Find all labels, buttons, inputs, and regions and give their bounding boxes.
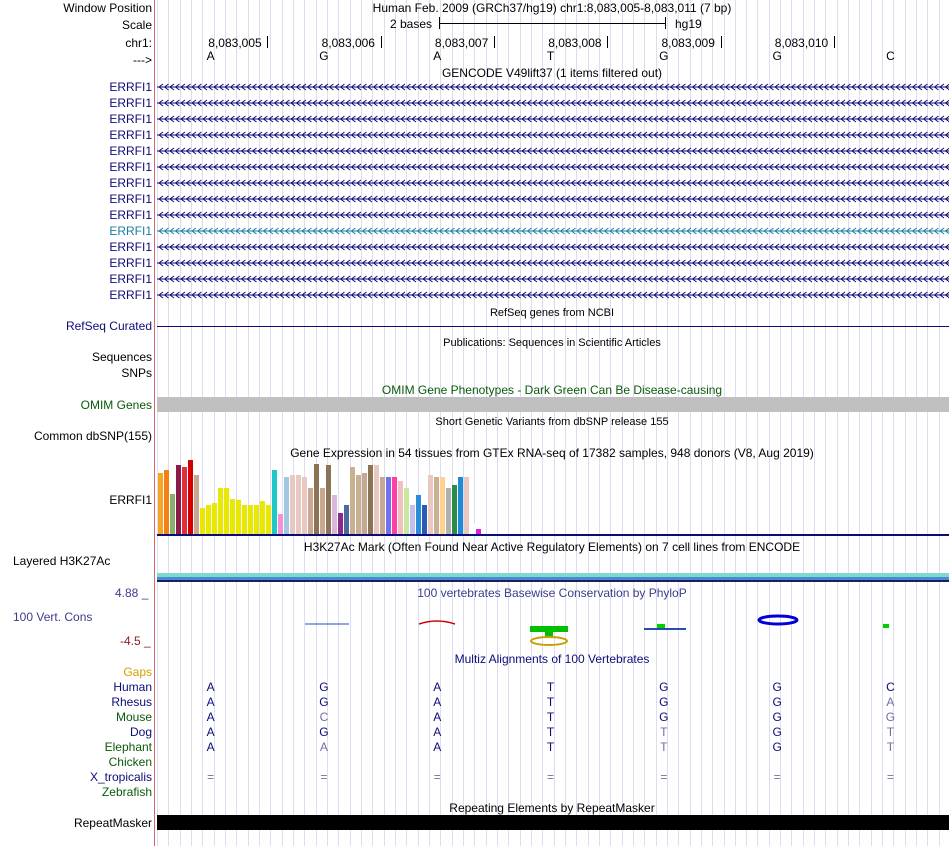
- aligned-base: A: [433, 695, 442, 709]
- species-label[interactable]: X_tropicalis: [89, 770, 152, 784]
- gtex-tissue-bar[interactable]: [176, 465, 181, 534]
- phylop-title: 100 vertebrates Basewise Conservation by PhyloP: [417, 586, 687, 600]
- gencode-transcript[interactable]: [157, 99, 949, 107]
- multiz-title: Multiz Alignments of 100 Vertebrates: [454, 652, 650, 666]
- reference-base: A: [206, 49, 215, 63]
- grid-line: [418, 0, 419, 846]
- grid-line: [757, 0, 758, 846]
- grid-line: [157, 0, 158, 846]
- grid-line: [248, 0, 249, 846]
- aligned-base: C: [886, 680, 895, 694]
- grid-line: [701, 0, 702, 846]
- grid-line: [236, 0, 237, 846]
- coordinate-label: 8,083,008: [548, 36, 602, 50]
- grid-line: [927, 0, 928, 846]
- species-label[interactable]: Rhesus: [111, 695, 152, 709]
- gencode-transcript-label[interactable]: ERRFI1: [109, 80, 152, 94]
- grid-line: [259, 0, 260, 846]
- strand-label[interactable]: --->: [133, 53, 152, 67]
- aligned-base: G: [319, 725, 329, 739]
- phylop-logo[interactable]: [157, 600, 950, 646]
- gencode-transcript[interactable]: [157, 131, 949, 139]
- aligned-base: T: [886, 740, 895, 754]
- gtex-tissue-bar[interactable]: [458, 477, 463, 534]
- gtex-tissue-bar[interactable]: [416, 495, 421, 534]
- repeat-title: Repeating Elements by RepeatMasker: [449, 801, 655, 815]
- gtex-tissue-bar[interactable]: [200, 508, 205, 534]
- grid-line: [304, 0, 305, 846]
- gtex-tissue-bar[interactable]: [254, 505, 259, 534]
- scale-text: 2 bases: [390, 17, 433, 31]
- gtex-tissue-bar[interactable]: [332, 495, 337, 534]
- gtex-tissue-bar[interactable]: [338, 513, 343, 534]
- coordinate-label: 8,083,007: [434, 36, 489, 50]
- species-label[interactable]: Human: [113, 680, 152, 694]
- omim-bar[interactable]: [157, 397, 949, 412]
- gencode-transcript-label[interactable]: ERRFI1: [109, 128, 152, 142]
- grid-line: [225, 0, 226, 846]
- scale-label: Scale: [121, 18, 152, 32]
- species-label[interactable]: Zebrafish: [101, 785, 152, 799]
- species-label[interactable]: Chicken: [108, 755, 152, 769]
- aligned-base: A: [206, 725, 215, 739]
- gtex-tissue-bar[interactable]: [218, 488, 223, 534]
- gtex-tissue-bar[interactable]: [446, 488, 451, 534]
- aligned-base: T: [660, 725, 668, 739]
- aligned-base: T: [546, 680, 555, 694]
- aligned-base: =: [660, 770, 668, 784]
- gtex-tissue-bar[interactable]: [350, 467, 355, 534]
- reference-base: A: [433, 49, 442, 63]
- grid-line: [338, 0, 339, 846]
- coordinate-label: 8,083,005: [208, 36, 262, 50]
- assembly-position-text[interactable]: Human Feb. 2009 (GRCh37/hg19) chr1:8,083,005-8,083,011 (7 bp): [372, 1, 732, 15]
- aligned-base: =: [886, 770, 894, 784]
- coordinate-label: 8,083,010: [774, 36, 829, 50]
- gencode-transcript[interactable]: [157, 211, 949, 219]
- gencode-transcript-label[interactable]: ERRFI1: [109, 192, 152, 206]
- gtex-tissue-bar[interactable]: [386, 477, 391, 534]
- gtex-tissue-bar[interactable]: [464, 477, 469, 534]
- gtex-tissue-bar[interactable]: [260, 501, 265, 534]
- gencode-transcript-label[interactable]: ERRFI1: [109, 208, 152, 222]
- gtex-tissue-bar[interactable]: [158, 473, 163, 534]
- refseq-label[interactable]: RefSeq Curated: [65, 319, 152, 333]
- gencode-transcript[interactable]: [157, 163, 949, 171]
- dbsnp-title: Short Genetic Variants from dbSNP release 155: [435, 416, 669, 428]
- reference-base: G: [772, 49, 782, 63]
- gencode-transcript[interactable]: [157, 115, 949, 123]
- dbsnp-label[interactable]: Common dbSNP(155): [33, 429, 152, 443]
- gencode-transcript[interactable]: [157, 259, 949, 267]
- grid-line: [350, 0, 351, 846]
- aligned-base: A: [433, 725, 442, 739]
- gtex-tissue-bar[interactable]: [164, 470, 169, 534]
- gtex-tissue-bar[interactable]: [206, 505, 211, 534]
- gtex-tissue-bar[interactable]: [368, 465, 373, 534]
- species-label[interactable]: Mouse: [115, 710, 152, 724]
- phylop-min: -4.5 _: [120, 634, 151, 648]
- pubs-title: Publications: Sequences in Scientific Articles: [443, 337, 661, 349]
- h3k27ac-label[interactable]: Layered H3K27Ac: [13, 554, 111, 568]
- grid-line: [871, 0, 872, 846]
- gtex-tissue-bar[interactable]: [230, 499, 235, 534]
- gtex-tissue-bar[interactable]: [428, 475, 433, 534]
- gencode-title: GENCODE V49lift37 (1 items filtered out): [441, 66, 663, 80]
- aligned-base: T: [546, 740, 555, 754]
- grid-line: [690, 0, 691, 846]
- aligned-base: T: [546, 695, 555, 709]
- refseq-title: RefSeq genes from NCBI: [489, 307, 615, 319]
- gencode-transcript-label[interactable]: ERRFI1: [109, 288, 152, 302]
- aligned-base: G: [772, 740, 782, 754]
- gtex-tissue-bar[interactable]: [434, 477, 439, 534]
- gtex-tissue-bar[interactable]: [188, 460, 193, 534]
- grid-line: [168, 0, 169, 846]
- gtex-tissue-bar[interactable]: [452, 485, 457, 534]
- scale-bar-left-cap: [439, 17, 440, 29]
- h3k27ac-title: H3K27Ac Mark (Often Found Near Active Regulatory Elements) on 7 cell lines from ENCODE: [303, 540, 801, 554]
- grid-line: [293, 0, 294, 846]
- gtex-tissue-bar[interactable]: [380, 477, 385, 534]
- grid-line: [724, 0, 725, 846]
- gtex-barchart[interactable]: [157, 460, 537, 534]
- gencode-transcript[interactable]: [157, 275, 949, 283]
- grid-line: [282, 0, 283, 846]
- refseq-gene-line[interactable]: [157, 326, 949, 327]
- aligned-base: T: [886, 725, 895, 739]
- grid-line: [180, 0, 181, 846]
- gencode-transcript[interactable]: [157, 147, 949, 155]
- species-label[interactable]: Dog: [129, 725, 152, 739]
- scale-bar: [439, 23, 666, 24]
- repeat-label[interactable]: RepeatMasker: [73, 816, 152, 830]
- grid-line: [905, 0, 906, 846]
- gtex-tissue-bar[interactable]: [248, 505, 253, 534]
- aligned-base: =: [773, 770, 781, 784]
- grid-line: [939, 0, 940, 846]
- gtex-tissue-bar[interactable]: [272, 470, 277, 534]
- gtex-tissue-bar[interactable]: [242, 505, 247, 534]
- grid-line: [678, 0, 679, 846]
- reference-base: T: [546, 49, 555, 63]
- gtex-tissue-bar[interactable]: [224, 488, 229, 534]
- gtex-tissue-bar[interactable]: [278, 514, 283, 534]
- reference-base: G: [659, 49, 669, 63]
- grid-line: [859, 0, 860, 846]
- coordinate-label: 8,083,009: [661, 36, 715, 50]
- grid-line: [848, 0, 849, 846]
- gtex-tissue-bar[interactable]: [404, 488, 409, 534]
- gencode-transcript[interactable]: [157, 291, 949, 299]
- coordinate-tick: [834, 36, 835, 48]
- omim-title: OMIM Gene Phenotypes - Dark Green Can Be Disease-causing: [381, 383, 723, 397]
- aligned-base: A: [206, 740, 215, 754]
- gencode-transcript-label[interactable]: ERRFI1: [109, 112, 152, 126]
- aligned-base: A: [206, 680, 215, 694]
- gtex-tissue-bar[interactable]: [374, 465, 379, 534]
- grid-line: [746, 0, 747, 846]
- gaps-label[interactable]: Gaps: [123, 665, 152, 679]
- grid-line: [837, 0, 838, 846]
- label-divider: [154, 0, 155, 846]
- aligned-base: A: [433, 710, 442, 724]
- grid-line: [384, 0, 385, 846]
- gtex-tissue-bar[interactable]: [320, 488, 325, 534]
- aligned-base: A: [206, 710, 215, 724]
- aligned-base: G: [772, 695, 782, 709]
- phylop-max: 4.88 _: [115, 586, 149, 600]
- gencode-transcript-label[interactable]: ERRFI1: [109, 96, 152, 110]
- gtex-label[interactable]: ERRFI1: [109, 493, 152, 507]
- gencode-transcript-label[interactable]: ERRFI1: [109, 224, 152, 238]
- gtex-baseline: [157, 534, 949, 536]
- grid-line: [735, 0, 736, 846]
- gtex-tissue-bar[interactable]: [266, 505, 271, 534]
- sequences-label[interactable]: Sequences: [91, 350, 152, 364]
- gtex-tissue-bar[interactable]: [212, 503, 217, 534]
- coordinate-label: 8,083,006: [321, 36, 375, 50]
- gtex-tissue-bar[interactable]: [410, 505, 415, 534]
- grid-line: [270, 0, 271, 846]
- gencode-transcript-label[interactable]: ERRFI1: [109, 176, 152, 190]
- aligned-base: =: [320, 770, 328, 784]
- gencode-transcript[interactable]: [157, 227, 949, 235]
- gtex-tissue-bar[interactable]: [326, 465, 331, 534]
- scale-assembly: hg19: [675, 17, 702, 31]
- gencode-transcript-label[interactable]: ERRFI1: [109, 256, 152, 270]
- grid-line: [916, 0, 917, 846]
- gtex-tissue-bar[interactable]: [470, 524, 475, 534]
- gtex-tissue-bar[interactable]: [314, 464, 319, 534]
- aligned-base: G: [659, 680, 669, 694]
- gtex-tissue-bar[interactable]: [302, 477, 307, 534]
- gencode-transcript-label[interactable]: ERRFI1: [109, 272, 152, 286]
- coordinate-tick: [381, 36, 382, 48]
- gtex-tissue-bar[interactable]: [194, 475, 199, 534]
- grid-line: [372, 0, 373, 846]
- gtex-title: Gene Expression in 54 tissues from GTEx RNA-seq of 17382 samples, 948 donors (V8, Aug 2019): [290, 446, 814, 460]
- aligned-base: G: [772, 710, 782, 724]
- grid-line: [395, 0, 396, 846]
- grid-line: [791, 0, 792, 846]
- gtex-tissue-bar[interactable]: [182, 467, 187, 534]
- scale-bar-right-cap: [665, 17, 666, 29]
- repeat-bar[interactable]: [157, 815, 949, 830]
- gencode-transcript-label[interactable]: ERRFI1: [109, 144, 152, 158]
- aligned-base: G: [772, 680, 782, 694]
- gtex-tissue-bar[interactable]: [356, 475, 361, 534]
- gtex-tissue-bar[interactable]: [308, 488, 313, 534]
- aligned-base: T: [546, 725, 555, 739]
- aligned-base: =: [433, 770, 441, 784]
- gencode-transcript[interactable]: [157, 243, 949, 251]
- coordinate-tick: [607, 36, 608, 48]
- grid-line: [361, 0, 362, 846]
- gtex-tissue-bar[interactable]: [284, 477, 289, 534]
- gtex-tissue-bar[interactable]: [362, 473, 367, 534]
- aligned-base: T: [660, 740, 668, 754]
- aligned-base: A: [319, 740, 328, 754]
- gtex-tissue-bar[interactable]: [296, 475, 301, 534]
- aligned-base: G: [319, 680, 329, 694]
- species-label[interactable]: Elephant: [104, 740, 152, 754]
- chrom-label: chr1:: [125, 36, 152, 50]
- grid-line: [803, 0, 804, 846]
- aligned-base: =: [207, 770, 215, 784]
- coordinate-tick: [494, 36, 495, 48]
- coordinate-tick: [721, 36, 722, 48]
- gtex-tissue-bar[interactable]: [440, 477, 445, 534]
- aligned-base: G: [659, 710, 669, 724]
- gtex-tissue-bar[interactable]: [290, 475, 295, 534]
- snps-label[interactable]: SNPs: [121, 366, 152, 380]
- reference-base: C: [886, 49, 895, 63]
- aligned-base: T: [546, 710, 555, 724]
- h3k27ac-signal-base: [157, 580, 949, 582]
- gtex-tissue-bar[interactable]: [236, 500, 241, 534]
- aligned-base: A: [433, 680, 442, 694]
- reference-base: G: [319, 49, 329, 63]
- gtex-tissue-bar[interactable]: [398, 481, 403, 534]
- gencode-transcript[interactable]: [157, 195, 949, 203]
- aligned-base: G: [885, 710, 896, 724]
- aligned-base: A: [433, 740, 442, 754]
- gtex-tissue-bar[interactable]: [392, 477, 397, 534]
- phylop-label[interactable]: 100 Vert. Cons: [13, 610, 93, 624]
- aligned-base: A: [886, 695, 895, 709]
- gencode-transcript[interactable]: [157, 179, 949, 187]
- grid-line: [825, 0, 826, 846]
- aligned-base: G: [659, 695, 669, 709]
- grid-line: [814, 0, 815, 846]
- gtex-tissue-bar[interactable]: [344, 505, 349, 534]
- gtex-tissue-bar[interactable]: [422, 505, 427, 534]
- grid-line: [191, 0, 192, 846]
- aligned-base: G: [319, 695, 329, 709]
- window-position-label: Window Position: [63, 1, 152, 15]
- aligned-base: A: [206, 695, 215, 709]
- aligned-base: C: [319, 710, 329, 724]
- gencode-transcript[interactable]: [157, 83, 949, 91]
- gencode-transcript-label[interactable]: ERRFI1: [109, 240, 152, 254]
- aligned-base: G: [772, 725, 782, 739]
- grid-line: [712, 0, 713, 846]
- omim-label[interactable]: OMIM Genes: [80, 398, 152, 412]
- gtex-tissue-bar[interactable]: [170, 494, 175, 534]
- aligned-base: =: [547, 770, 555, 784]
- coordinate-tick: [267, 36, 268, 48]
- grid-line: [406, 0, 407, 846]
- gencode-transcript-label[interactable]: ERRFI1: [109, 160, 152, 174]
